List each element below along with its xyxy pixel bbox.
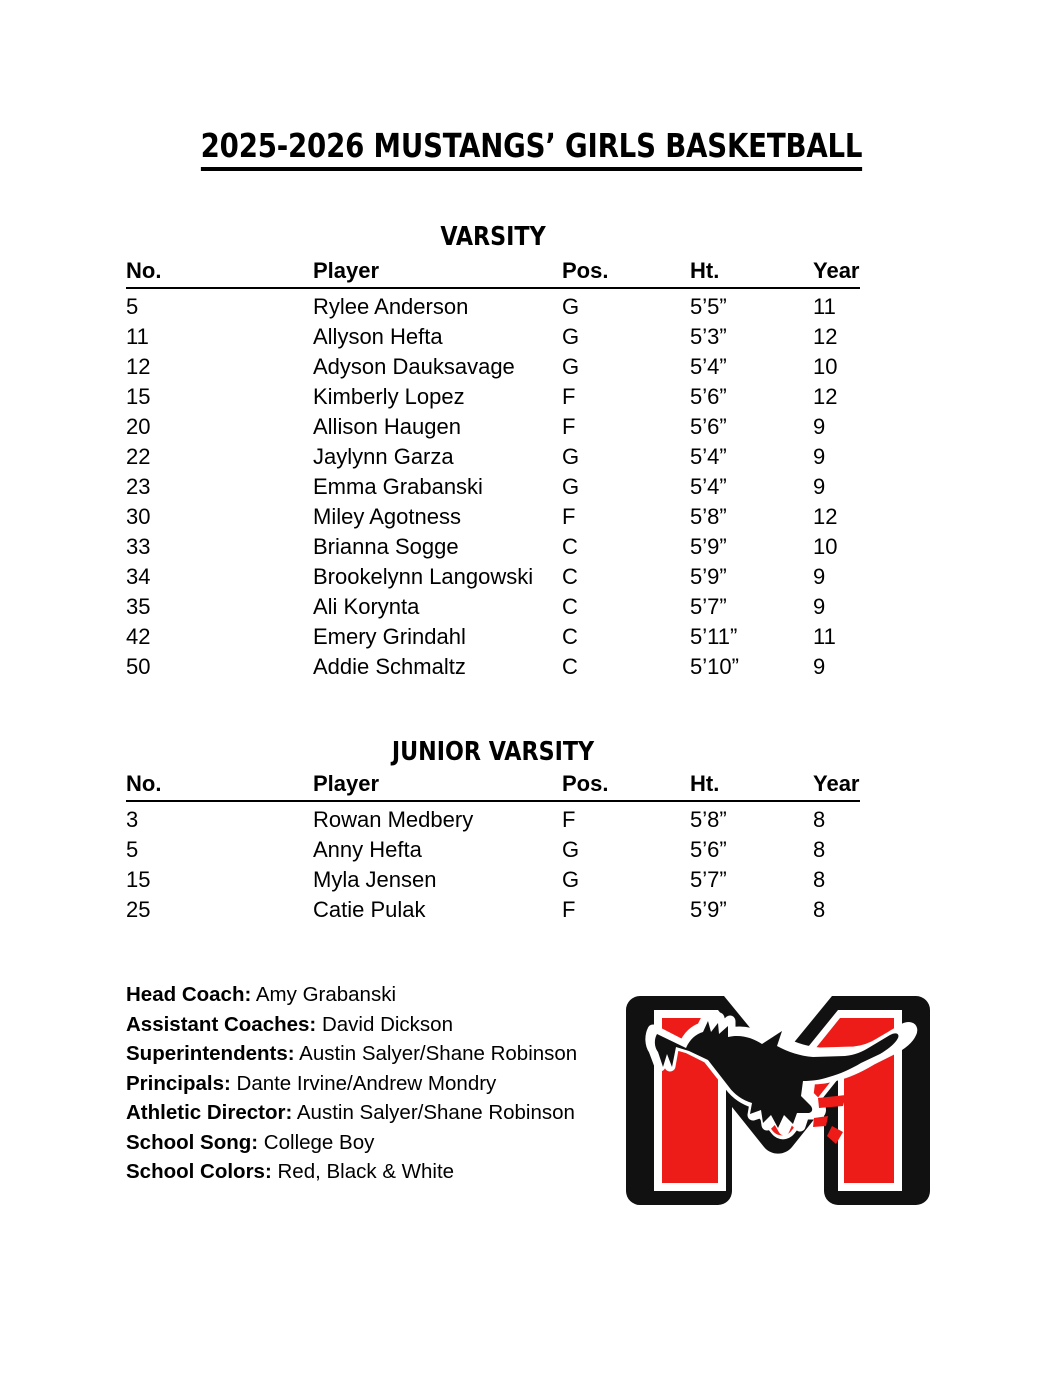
staff-info bbox=[126, 980, 577, 1187]
mustangs-m-logo-graphic bbox=[618, 978, 938, 1223]
column-header-no: No. bbox=[126, 258, 313, 288]
player-position: C bbox=[562, 564, 578, 589]
column-header-year: Year bbox=[813, 258, 860, 288]
player-name: Rowan Medbery bbox=[313, 807, 474, 832]
player-year: 12 bbox=[813, 384, 838, 409]
player-height: 5’9” bbox=[690, 564, 727, 589]
staff-label: Assistant Coaches: bbox=[126, 1012, 317, 1036]
staff-value: College Boy bbox=[258, 1130, 375, 1154]
staff-line bbox=[126, 1098, 577, 1128]
column-header-ht: Ht. bbox=[690, 771, 813, 801]
player-position: C bbox=[562, 534, 578, 559]
player-name: Rylee Anderson bbox=[313, 294, 469, 319]
player-year: 9 bbox=[813, 654, 826, 679]
player-position: C bbox=[562, 654, 578, 679]
staff-line bbox=[126, 1039, 577, 1069]
staff-label: School Colors: bbox=[126, 1160, 272, 1183]
player-name: Adyson Dauksavage bbox=[313, 354, 515, 379]
player-number: 5 bbox=[126, 837, 139, 862]
player-number: 30 bbox=[126, 504, 151, 529]
player-name: Catie Pulak bbox=[313, 897, 426, 922]
player-number: 33 bbox=[126, 534, 151, 559]
staff-line bbox=[126, 1157, 577, 1187]
table-row bbox=[126, 288, 860, 322]
player-height: 5’7” bbox=[690, 867, 727, 892]
player-position: F bbox=[562, 807, 576, 832]
player-name: Allyson Hefta bbox=[313, 324, 443, 349]
table-row bbox=[126, 895, 860, 925]
player-number: 3 bbox=[126, 807, 139, 832]
player-position: G bbox=[562, 867, 580, 892]
player-position: G bbox=[562, 294, 580, 319]
player-year: 11 bbox=[813, 624, 836, 649]
player-height: 5’5” bbox=[690, 294, 727, 319]
player-position: G bbox=[562, 354, 580, 379]
player-number: 50 bbox=[126, 654, 151, 679]
varsity-heading: VARSITY bbox=[440, 222, 546, 252]
player-number: 11 bbox=[126, 324, 149, 349]
player-number: 23 bbox=[126, 474, 151, 499]
player-number: 25 bbox=[126, 897, 151, 922]
table-row bbox=[126, 502, 860, 532]
player-number: 15 bbox=[126, 384, 151, 409]
player-height: 5’9” bbox=[690, 534, 727, 559]
player-height: 5’11” bbox=[690, 624, 738, 649]
player-height: 5’6” bbox=[690, 837, 727, 862]
player-position: F bbox=[562, 384, 576, 409]
player-year: 8 bbox=[813, 807, 826, 832]
varsity-header-row bbox=[126, 258, 860, 288]
player-name: Addie Schmaltz bbox=[313, 654, 466, 679]
table-row bbox=[126, 412, 860, 442]
player-position: G bbox=[562, 444, 580, 469]
junior-varsity-table bbox=[126, 771, 860, 925]
player-height: 5’8” bbox=[690, 504, 727, 529]
player-position: G bbox=[562, 474, 580, 499]
staff-value: Amy Grabanski bbox=[251, 983, 397, 1006]
junior-varsity-rows bbox=[126, 801, 860, 925]
staff-value: Austin Salyer/Shane Robinson bbox=[294, 1042, 578, 1065]
table-row bbox=[126, 352, 860, 382]
player-year: 9 bbox=[813, 444, 826, 469]
player-number: 34 bbox=[126, 564, 151, 589]
column-header-pos: Pos. bbox=[562, 258, 690, 288]
staff-label: Head Coach: bbox=[126, 983, 252, 1006]
varsity-rows bbox=[126, 288, 860, 682]
staff-label: School Song: bbox=[126, 1130, 259, 1154]
player-name: Allison Haugen bbox=[313, 414, 461, 439]
player-year: 10 bbox=[813, 354, 838, 379]
table-row bbox=[126, 835, 860, 865]
player-number: 15 bbox=[126, 867, 151, 892]
player-number: 20 bbox=[126, 414, 151, 439]
player-position: C bbox=[562, 624, 578, 649]
player-position: G bbox=[562, 324, 580, 349]
player-name: Ali Korynta bbox=[313, 594, 420, 619]
table-row bbox=[126, 652, 860, 682]
table-row bbox=[126, 472, 860, 502]
player-height: 5’8” bbox=[690, 807, 727, 832]
player-height: 5’3” bbox=[690, 324, 727, 349]
player-year: 9 bbox=[813, 474, 826, 499]
player-position: C bbox=[562, 594, 578, 619]
column-header-player: Player bbox=[313, 771, 562, 801]
staff-line bbox=[126, 980, 577, 1010]
player-height: 5’4” bbox=[690, 444, 727, 469]
table-row bbox=[126, 322, 860, 352]
mustangs-m-logo bbox=[618, 978, 938, 1223]
player-height: 5’4” bbox=[690, 474, 727, 499]
table-row bbox=[126, 592, 860, 622]
column-header-ht: Ht. bbox=[690, 258, 813, 288]
player-year: 8 bbox=[813, 897, 826, 922]
player-year: 12 bbox=[813, 504, 838, 529]
table-row bbox=[126, 562, 860, 592]
column-header-pos: Pos. bbox=[562, 771, 690, 801]
column-header-no: No. bbox=[126, 771, 313, 801]
player-name: Myla Jensen bbox=[313, 867, 437, 892]
staff-value: Dante Irvine/Andrew Mondry bbox=[230, 1071, 497, 1095]
player-name: Emma Grabanski bbox=[313, 474, 483, 499]
player-year: 12 bbox=[813, 324, 838, 349]
junior-varsity-heading: JUNIOR VARSITY bbox=[391, 737, 595, 767]
player-position: F bbox=[562, 414, 576, 439]
player-number: 42 bbox=[126, 624, 151, 649]
player-name: Emery Grindahl bbox=[313, 624, 466, 649]
player-year: 9 bbox=[813, 564, 826, 589]
player-position: G bbox=[562, 837, 580, 862]
staff-label: Athletic Director: bbox=[126, 1101, 293, 1124]
table-row bbox=[126, 442, 860, 472]
player-height: 5’4” bbox=[690, 354, 727, 379]
player-year: 9 bbox=[813, 414, 826, 439]
player-name: Kimberly Lopez bbox=[313, 384, 465, 409]
player-position: F bbox=[562, 504, 576, 529]
player-height: 5’6” bbox=[690, 384, 727, 409]
page-title bbox=[37, 126, 1026, 171]
staff-line bbox=[126, 1010, 577, 1040]
player-year: 9 bbox=[813, 594, 826, 619]
table-row bbox=[126, 622, 860, 652]
player-year: 11 bbox=[813, 294, 836, 319]
table-row bbox=[126, 801, 860, 835]
player-number: 35 bbox=[126, 594, 151, 619]
player-year: 8 bbox=[813, 867, 826, 892]
player-height: 5’6” bbox=[690, 414, 727, 439]
column-header-year: Year bbox=[813, 771, 860, 801]
player-height: 5’7” bbox=[690, 594, 727, 619]
staff-value: Austin Salyer/Shane Robinson bbox=[292, 1101, 575, 1124]
staff-label: Principals: bbox=[126, 1071, 231, 1095]
page-title-text: 2025-2026 MUSTANGS’ GIRLS BASKETBALL bbox=[201, 126, 863, 171]
player-position: F bbox=[562, 897, 576, 922]
junior-varsity-roster bbox=[126, 771, 860, 925]
staff-value: David Dickson bbox=[316, 1012, 453, 1036]
staff-line bbox=[126, 1069, 577, 1099]
table-row bbox=[126, 382, 860, 412]
player-height: 5’10” bbox=[690, 654, 739, 679]
junior-varsity-header-row bbox=[126, 771, 860, 801]
staff-value: Red, Black & White bbox=[271, 1160, 455, 1183]
player-year: 8 bbox=[813, 837, 826, 862]
player-height: 5’9” bbox=[690, 897, 727, 922]
player-name: Brianna Sogge bbox=[313, 534, 459, 559]
table-row bbox=[126, 532, 860, 562]
player-name: Jaylynn Garza bbox=[313, 444, 454, 469]
varsity-table bbox=[126, 258, 860, 682]
player-name: Anny Hefta bbox=[313, 837, 422, 862]
table-row bbox=[126, 865, 860, 895]
player-number: 22 bbox=[126, 444, 151, 469]
varsity-roster bbox=[126, 258, 860, 682]
player-number: 12 bbox=[126, 354, 151, 379]
column-header-player: Player bbox=[313, 258, 562, 288]
staff-label: Superintendents: bbox=[126, 1042, 295, 1065]
player-name: Brookelynn Langowski bbox=[313, 564, 534, 589]
staff-line bbox=[126, 1128, 577, 1158]
player-year: 10 bbox=[813, 534, 838, 559]
player-number: 5 bbox=[126, 294, 139, 319]
player-name: Miley Agotness bbox=[313, 504, 461, 529]
